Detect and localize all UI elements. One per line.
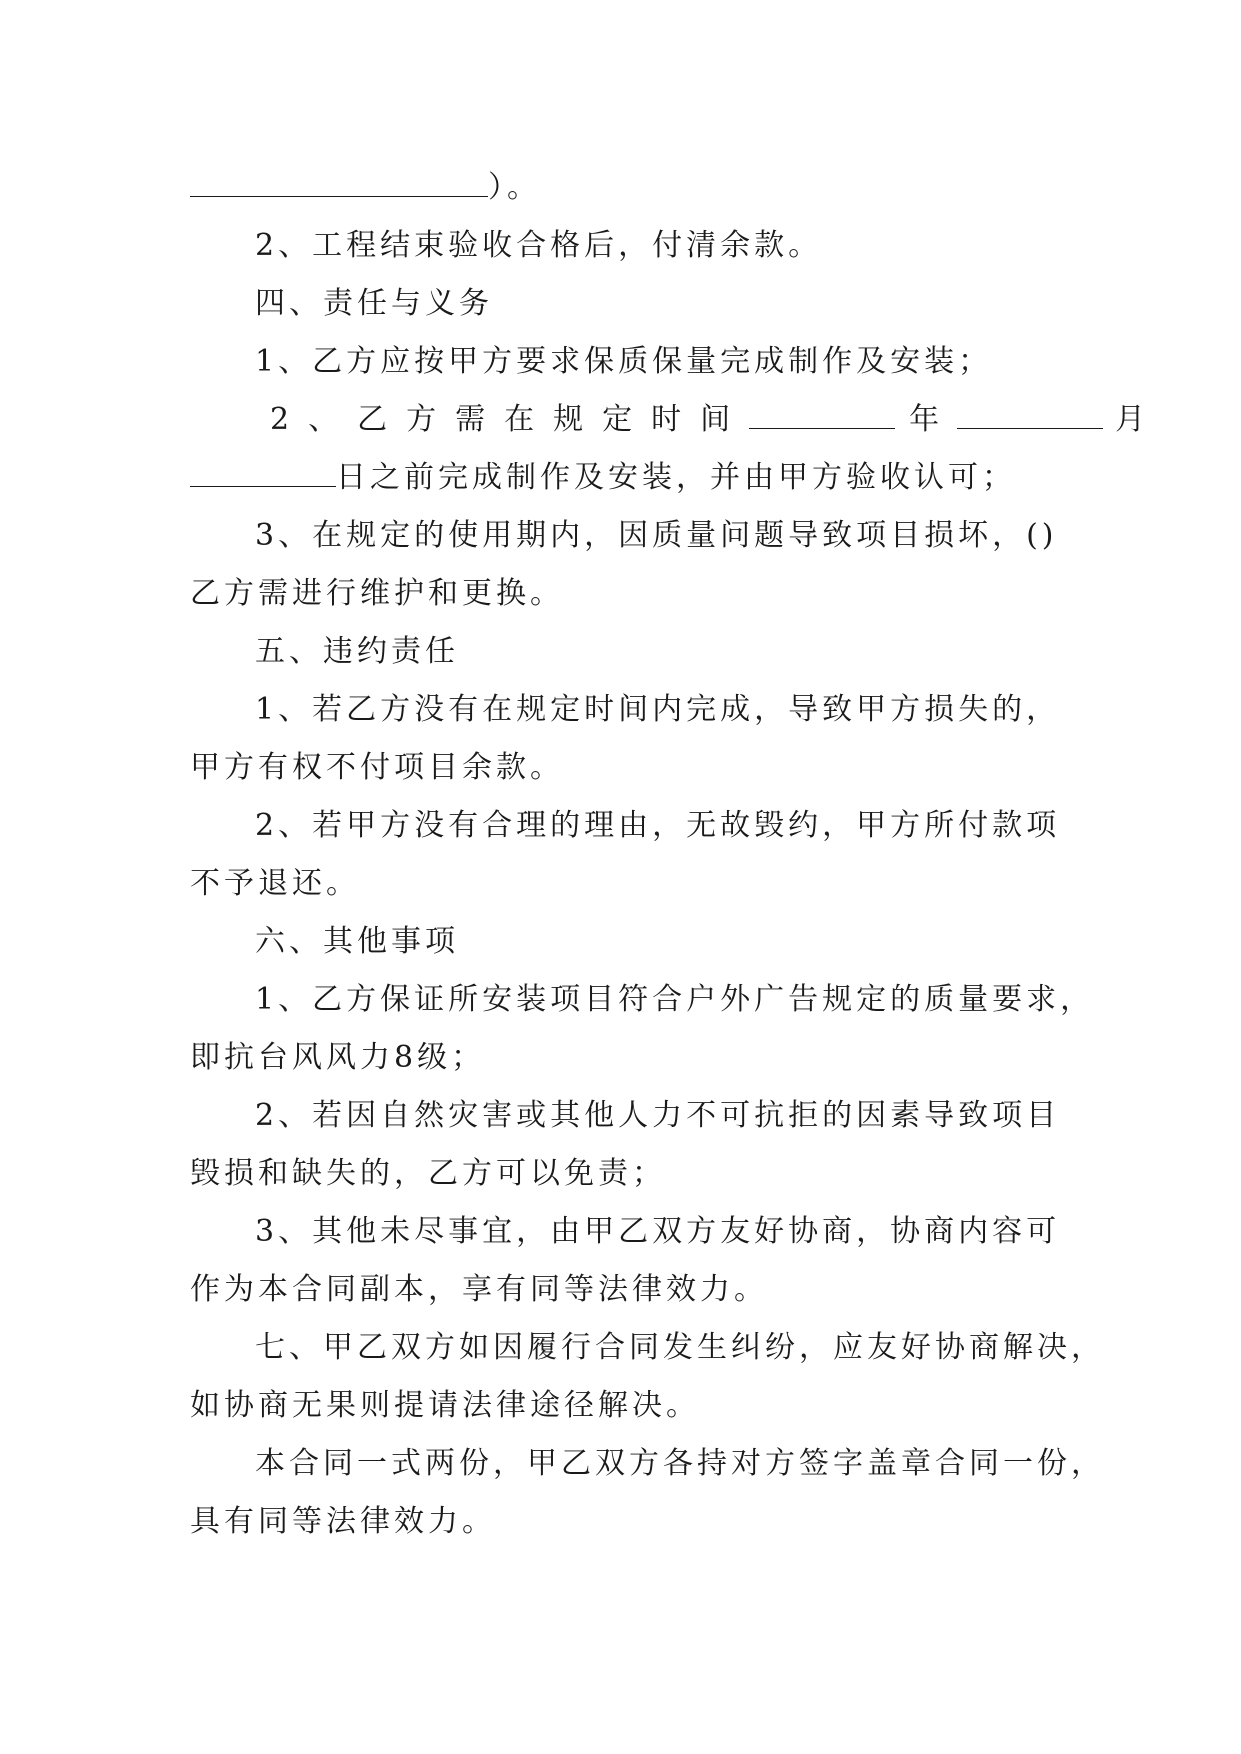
clause-text: 2、乙方需在规定时间	[270, 402, 750, 437]
duty-clause-1: 1、乙方应按甲方要求保质保量完成制作及安装；	[255, 344, 993, 379]
other-clause-1-line-2: 即抗台风风力8级；	[190, 1040, 486, 1075]
text-line-1	[190, 168, 541, 208]
duty-clause-2-line-2	[190, 458, 1016, 498]
year-label: 年	[909, 402, 944, 437]
section-heading-4: 四、责任与义务	[255, 286, 493, 321]
section-heading-7-line-2: 如协商无果则提请法律途径解决。	[190, 1388, 700, 1423]
duty-clause-3-line-1: 3、在规定的使用期内，因质量问题导致项目损坏，()	[255, 518, 1058, 553]
section-heading-6: 六、其他事项	[255, 924, 459, 959]
closing-paragraph-line-2: 具有同等法律效力。	[190, 1504, 496, 1539]
clause-text: 日之前完成制作及安装，并由甲方验收认可；	[336, 460, 1016, 495]
breach-clause-1-line-2: 甲方有权不付项目余款。	[190, 750, 564, 785]
line-tail: ）。	[488, 170, 541, 205]
other-clause-3-line-2: 作为本合同副本，享有同等法律效力。	[190, 1272, 768, 1307]
closing-paragraph-line-1: 本合同一式两份，甲乙双方各持对方签字盖章合同一份，	[255, 1446, 1105, 1481]
duty-clause-3-line-2: 乙方需进行维护和更换。	[190, 576, 564, 611]
other-clause-2-line-2: 毁损和缺失的，乙方可以免责；	[190, 1156, 666, 1191]
other-clause-3-line-1: 3、其他未尽事宜，由甲乙双方友好协商，协商内容可	[255, 1214, 1061, 1249]
section-heading-5: 五、违约责任	[255, 634, 459, 669]
breach-clause-1-line-1: 1、若乙方没有在规定时间内完成，导致甲方损失的，	[255, 692, 1061, 727]
month-blank	[957, 400, 1103, 429]
breach-clause-2-line-2: 不予退还。	[190, 866, 360, 901]
year-blank	[749, 400, 895, 429]
month-label: 月	[1115, 402, 1150, 437]
fill-in-blank	[190, 168, 488, 197]
payment-clause-2: 2、工程结束验收合格后，付清余款。	[255, 228, 823, 263]
other-clause-1-line-1: 1、乙方保证所安装项目符合户外广告规定的质量要求，	[255, 982, 1095, 1017]
duty-clause-2-line-1	[270, 400, 1149, 440]
day-blank	[190, 458, 336, 487]
section-heading-7-line-1: 七、甲乙双方如因履行合同发生纠纷，应友好协商解决，	[255, 1330, 1105, 1365]
other-clause-2-line-1: 2、若因自然灾害或其他人力不可抗拒的因素导致项目	[255, 1098, 1061, 1133]
breach-clause-2-line-1: 2、若甲方没有合理的理由，无故毁约，甲方所付款项	[255, 808, 1061, 843]
